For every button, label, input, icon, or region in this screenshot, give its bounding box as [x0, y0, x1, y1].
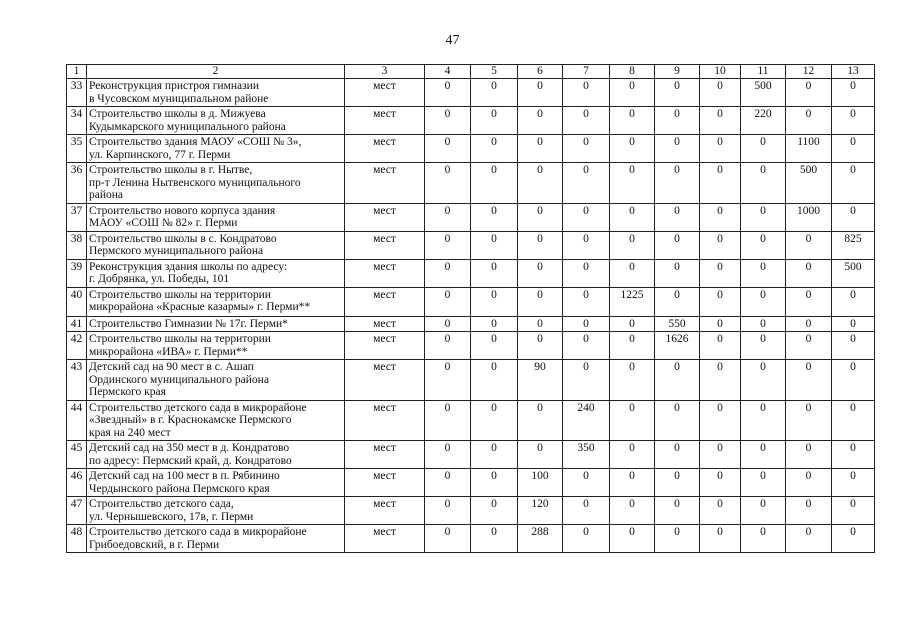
- row-number: 45: [67, 441, 87, 469]
- value-cell-col-8: 1225: [610, 287, 655, 316]
- page-number: 47: [445, 33, 460, 48]
- value-cell-col-8: 0: [610, 135, 655, 163]
- value-cell-col-10: 0: [700, 441, 741, 469]
- value-cell-col-7: 0: [563, 332, 610, 360]
- row-number: 43: [67, 360, 87, 401]
- table-body: [67, 79, 875, 553]
- object-name: Строительство нового корпуса здания МАОУ «СОШ № 82» г. Перми: [87, 203, 345, 231]
- value-cell-col-6: 0: [518, 259, 563, 287]
- value-cell-col-7: 0: [563, 497, 610, 525]
- value-cell-col-6: 0: [518, 203, 563, 231]
- column-header-1: 1: [67, 65, 87, 79]
- value-cell-col-12: 0: [786, 107, 832, 135]
- column-header-13: 13: [832, 65, 875, 79]
- value-cell-col-12: 0: [786, 400, 832, 441]
- row-number: 40: [67, 287, 87, 316]
- value-cell-col-11: 0: [741, 163, 786, 204]
- value-cell-col-12: 0: [786, 441, 832, 469]
- value-cell-col-5: 0: [471, 497, 518, 525]
- value-cell-col-13: 0: [832, 360, 875, 401]
- value-cell-col-11: 0: [741, 231, 786, 259]
- value-cell-col-6: 0: [518, 441, 563, 469]
- value-cell-col-11: 0: [741, 360, 786, 401]
- value-cell-col-13: 825: [832, 231, 875, 259]
- value-cell-col-13: 0: [832, 316, 875, 332]
- unit-cell: мест: [345, 79, 425, 107]
- column-header-12: 12: [786, 65, 832, 79]
- value-cell-col-12: 0: [786, 316, 832, 332]
- value-cell-col-11: 0: [741, 332, 786, 360]
- unit-cell: мест: [345, 107, 425, 135]
- row-number: 48: [67, 525, 87, 553]
- value-cell-col-9: 0: [655, 360, 700, 401]
- object-name: Строительство детского сада в микрорайоне «Звездный» в г. Краснокамске Пермского края на 240 мест: [87, 400, 345, 441]
- capital-construction-table: [66, 64, 875, 553]
- value-cell-col-11: 0: [741, 203, 786, 231]
- unit-cell: мест: [345, 231, 425, 259]
- object-name: Строительство здания МАОУ «СОШ № 3», ул. Карпинского, 77 г. Перми: [87, 135, 345, 163]
- value-cell-col-4: 0: [425, 316, 471, 332]
- value-cell-col-10: 0: [700, 316, 741, 332]
- value-cell-col-12: 0: [786, 332, 832, 360]
- table-row: [67, 441, 875, 469]
- value-cell-col-10: 0: [700, 231, 741, 259]
- value-cell-col-4: 0: [425, 525, 471, 553]
- value-cell-col-8: 0: [610, 316, 655, 332]
- value-cell-col-4: 0: [425, 360, 471, 401]
- value-cell-col-13: 0: [832, 441, 875, 469]
- value-cell-col-12: 1100: [786, 135, 832, 163]
- value-cell-col-9: 0: [655, 441, 700, 469]
- value-cell-col-7: 0: [563, 316, 610, 332]
- row-number: 46: [67, 469, 87, 497]
- value-cell-col-4: 0: [425, 163, 471, 204]
- value-cell-col-6: 0: [518, 135, 563, 163]
- value-cell-col-12: 0: [786, 231, 832, 259]
- value-cell-col-13: 0: [832, 135, 875, 163]
- unit-cell: мест: [345, 441, 425, 469]
- unit-cell: мест: [345, 316, 425, 332]
- value-cell-col-10: 0: [700, 203, 741, 231]
- value-cell-col-9: 0: [655, 135, 700, 163]
- value-cell-col-5: 0: [471, 316, 518, 332]
- value-cell-col-9: 1626: [655, 332, 700, 360]
- value-cell-col-8: 0: [610, 360, 655, 401]
- column-header-2: 2: [87, 65, 345, 79]
- value-cell-col-13: 0: [832, 332, 875, 360]
- value-cell-col-5: 0: [471, 400, 518, 441]
- value-cell-col-5: 0: [471, 107, 518, 135]
- unit-cell: мест: [345, 525, 425, 553]
- value-cell-col-13: 0: [832, 163, 875, 204]
- object-name: Детский сад на 100 мест в п. Рябинино Чердынского района Пермского края: [87, 469, 345, 497]
- value-cell-col-8: 0: [610, 107, 655, 135]
- value-cell-col-5: 0: [471, 203, 518, 231]
- value-cell-col-8: 0: [610, 259, 655, 287]
- value-cell-col-8: 0: [610, 525, 655, 553]
- value-cell-col-4: 0: [425, 400, 471, 441]
- value-cell-col-10: 0: [700, 135, 741, 163]
- value-cell-col-4: 0: [425, 259, 471, 287]
- value-cell-col-11: 0: [741, 135, 786, 163]
- column-header-6: 6: [518, 65, 563, 79]
- value-cell-col-4: 0: [425, 497, 471, 525]
- value-cell-col-6: 120: [518, 497, 563, 525]
- value-cell-col-4: 0: [425, 79, 471, 107]
- value-cell-col-6: 0: [518, 316, 563, 332]
- value-cell-col-10: 0: [700, 525, 741, 553]
- value-cell-col-4: 0: [425, 332, 471, 360]
- value-cell-col-4: 0: [425, 441, 471, 469]
- row-number: 33: [67, 79, 87, 107]
- row-number: 37: [67, 203, 87, 231]
- row-number: 39: [67, 259, 87, 287]
- value-cell-col-13: 0: [832, 525, 875, 553]
- unit-cell: мест: [345, 400, 425, 441]
- value-cell-col-9: 0: [655, 163, 700, 204]
- value-cell-col-12: 0: [786, 497, 832, 525]
- value-cell-col-4: 0: [425, 203, 471, 231]
- value-cell-col-13: 0: [832, 107, 875, 135]
- value-cell-col-7: 0: [563, 525, 610, 553]
- value-cell-col-7: 350: [563, 441, 610, 469]
- value-cell-col-9: 0: [655, 497, 700, 525]
- unit-cell: мест: [345, 203, 425, 231]
- value-cell-col-5: 0: [471, 259, 518, 287]
- unit-cell: мест: [345, 163, 425, 204]
- value-cell-col-8: 0: [610, 231, 655, 259]
- object-name: Реконструкция здания школы по адресу: г. Добрянка, ул. Победы, 101: [87, 259, 345, 287]
- table-row: [67, 135, 875, 163]
- object-name: Строительство детского сада в микрорайоне Грибоедовский, в г. Перми: [87, 525, 345, 553]
- value-cell-col-10: 0: [700, 360, 741, 401]
- value-cell-col-8: 0: [610, 469, 655, 497]
- table-row: [67, 525, 875, 553]
- table-row: [67, 332, 875, 360]
- value-cell-col-11: 0: [741, 497, 786, 525]
- value-cell-col-6: 0: [518, 163, 563, 204]
- unit-cell: мест: [345, 497, 425, 525]
- value-cell-col-8: 0: [610, 400, 655, 441]
- table-row: [67, 163, 875, 204]
- value-cell-col-7: 0: [563, 135, 610, 163]
- value-cell-col-9: 0: [655, 400, 700, 441]
- value-cell-col-12: 0: [786, 79, 832, 107]
- table-row: [67, 107, 875, 135]
- table-row: [67, 316, 875, 332]
- value-cell-col-4: 0: [425, 287, 471, 316]
- value-cell-col-5: 0: [471, 287, 518, 316]
- value-cell-col-7: 0: [563, 203, 610, 231]
- value-cell-col-10: 0: [700, 287, 741, 316]
- value-cell-col-5: 0: [471, 163, 518, 204]
- value-cell-col-9: 0: [655, 287, 700, 316]
- row-number: 41: [67, 316, 87, 332]
- column-header-9: 9: [655, 65, 700, 79]
- value-cell-col-10: 0: [700, 107, 741, 135]
- value-cell-col-5: 0: [471, 332, 518, 360]
- value-cell-col-7: 0: [563, 287, 610, 316]
- value-cell-col-9: 0: [655, 107, 700, 135]
- column-header-8: 8: [610, 65, 655, 79]
- value-cell-col-12: 0: [786, 287, 832, 316]
- value-cell-col-5: 0: [471, 525, 518, 553]
- value-cell-col-12: 500: [786, 163, 832, 204]
- row-number: 38: [67, 231, 87, 259]
- table-row: [67, 497, 875, 525]
- value-cell-col-10: 0: [700, 497, 741, 525]
- value-cell-col-6: 100: [518, 469, 563, 497]
- value-cell-col-6: 0: [518, 79, 563, 107]
- value-cell-col-6: 90: [518, 360, 563, 401]
- value-cell-col-9: 0: [655, 79, 700, 107]
- value-cell-col-7: 0: [563, 79, 610, 107]
- value-cell-col-9: 0: [655, 259, 700, 287]
- value-cell-col-13: 0: [832, 469, 875, 497]
- value-cell-col-6: 0: [518, 231, 563, 259]
- value-cell-col-7: 0: [563, 163, 610, 204]
- value-cell-col-9: 550: [655, 316, 700, 332]
- value-cell-col-13: 0: [832, 79, 875, 107]
- value-cell-col-9: 0: [655, 231, 700, 259]
- column-header-4: 4: [425, 65, 471, 79]
- table-row: [67, 231, 875, 259]
- table-row: [67, 287, 875, 316]
- value-cell-col-13: 0: [832, 400, 875, 441]
- value-cell-col-10: 0: [700, 259, 741, 287]
- value-cell-col-13: 0: [832, 287, 875, 316]
- value-cell-col-13: 0: [832, 497, 875, 525]
- value-cell-col-8: 0: [610, 441, 655, 469]
- value-cell-col-6: 0: [518, 400, 563, 441]
- value-cell-col-11: 220: [741, 107, 786, 135]
- table-row: [67, 360, 875, 401]
- row-number: 35: [67, 135, 87, 163]
- table-row: [67, 79, 875, 107]
- table-row: [67, 400, 875, 441]
- value-cell-col-11: 0: [741, 469, 786, 497]
- value-cell-col-7: 0: [563, 360, 610, 401]
- object-name: Строительство Гимназии № 17г. Перми*: [87, 316, 345, 332]
- value-cell-col-10: 0: [700, 79, 741, 107]
- value-cell-col-10: 0: [700, 163, 741, 204]
- table-row: [67, 469, 875, 497]
- object-name: Строительство школы в с. Кондратово Пермского муниципального района: [87, 231, 345, 259]
- object-name: Строительство школы в г. Нытве, пр-т Ленина Нытвенского муниципального района: [87, 163, 345, 204]
- value-cell-col-10: 0: [700, 400, 741, 441]
- value-cell-col-6: 0: [518, 287, 563, 316]
- value-cell-col-5: 0: [471, 135, 518, 163]
- table-row: [67, 259, 875, 287]
- unit-cell: мест: [345, 287, 425, 316]
- object-name: Строительство детского сада, ул. Чернышевского, 17в, г. Перми: [87, 497, 345, 525]
- value-cell-col-7: 0: [563, 107, 610, 135]
- unit-cell: мест: [345, 259, 425, 287]
- value-cell-col-5: 0: [471, 231, 518, 259]
- object-name: Строительство школы на территории микрорайона «Красные казармы» г. Перми**: [87, 287, 345, 316]
- value-cell-col-12: 0: [786, 525, 832, 553]
- object-name: Строительство школы в д. Мижуева Кудымкарского муниципального района: [87, 107, 345, 135]
- value-cell-col-12: 0: [786, 259, 832, 287]
- value-cell-col-11: 500: [741, 79, 786, 107]
- value-cell-col-8: 0: [610, 497, 655, 525]
- column-header-7: 7: [563, 65, 610, 79]
- column-header-11: 11: [741, 65, 786, 79]
- unit-cell: мест: [345, 360, 425, 401]
- object-name: Реконструкция пристроя гимназии в Чусовском муниципальном районе: [87, 79, 345, 107]
- object-name: Строительство школы на территории микрорайона «ИВА» г. Перми**: [87, 332, 345, 360]
- value-cell-col-13: 0: [832, 203, 875, 231]
- value-cell-col-11: 0: [741, 287, 786, 316]
- value-cell-col-12: 0: [786, 469, 832, 497]
- value-cell-col-8: 0: [610, 203, 655, 231]
- value-cell-col-12: 1000: [786, 203, 832, 231]
- value-cell-col-12: 0: [786, 360, 832, 401]
- value-cell-col-9: 0: [655, 203, 700, 231]
- value-cell-col-11: 0: [741, 441, 786, 469]
- row-number: 34: [67, 107, 87, 135]
- value-cell-col-11: 0: [741, 259, 786, 287]
- value-cell-col-11: 0: [741, 316, 786, 332]
- value-cell-col-7: 0: [563, 259, 610, 287]
- value-cell-col-5: 0: [471, 79, 518, 107]
- value-cell-col-13: 500: [832, 259, 875, 287]
- value-cell-col-6: 0: [518, 332, 563, 360]
- value-cell-col-8: 0: [610, 163, 655, 204]
- value-cell-col-11: 0: [741, 525, 786, 553]
- value-cell-col-9: 0: [655, 469, 700, 497]
- row-number: 47: [67, 497, 87, 525]
- header-row: [67, 65, 875, 79]
- value-cell-col-4: 0: [425, 469, 471, 497]
- value-cell-col-5: 0: [471, 469, 518, 497]
- column-header-10: 10: [700, 65, 741, 79]
- value-cell-col-4: 0: [425, 107, 471, 135]
- value-cell-col-5: 0: [471, 360, 518, 401]
- object-name: Детский сад на 350 мест в д. Кондратово по адресу: Пермский край, д. Кондратово: [87, 441, 345, 469]
- value-cell-col-5: 0: [471, 441, 518, 469]
- value-cell-col-4: 0: [425, 231, 471, 259]
- value-cell-col-10: 0: [700, 332, 741, 360]
- value-cell-col-4: 0: [425, 135, 471, 163]
- object-name: Детский сад на 90 мест в с. Ашап Ординского муниципального района Пермского края: [87, 360, 345, 401]
- row-number: 42: [67, 332, 87, 360]
- column-header-3: 3: [345, 65, 425, 79]
- table-row: [67, 203, 875, 231]
- value-cell-col-7: 0: [563, 469, 610, 497]
- value-cell-col-9: 0: [655, 525, 700, 553]
- value-cell-col-7: 240: [563, 400, 610, 441]
- unit-cell: мест: [345, 469, 425, 497]
- value-cell-col-6: 288: [518, 525, 563, 553]
- row-number: 44: [67, 400, 87, 441]
- value-cell-col-10: 0: [700, 469, 741, 497]
- value-cell-col-8: 0: [610, 79, 655, 107]
- column-header-5: 5: [471, 65, 518, 79]
- value-cell-col-8: 0: [610, 332, 655, 360]
- value-cell-col-7: 0: [563, 231, 610, 259]
- value-cell-col-11: 0: [741, 400, 786, 441]
- row-number: 36: [67, 163, 87, 204]
- unit-cell: мест: [345, 135, 425, 163]
- value-cell-col-6: 0: [518, 107, 563, 135]
- unit-cell: мест: [345, 332, 425, 360]
